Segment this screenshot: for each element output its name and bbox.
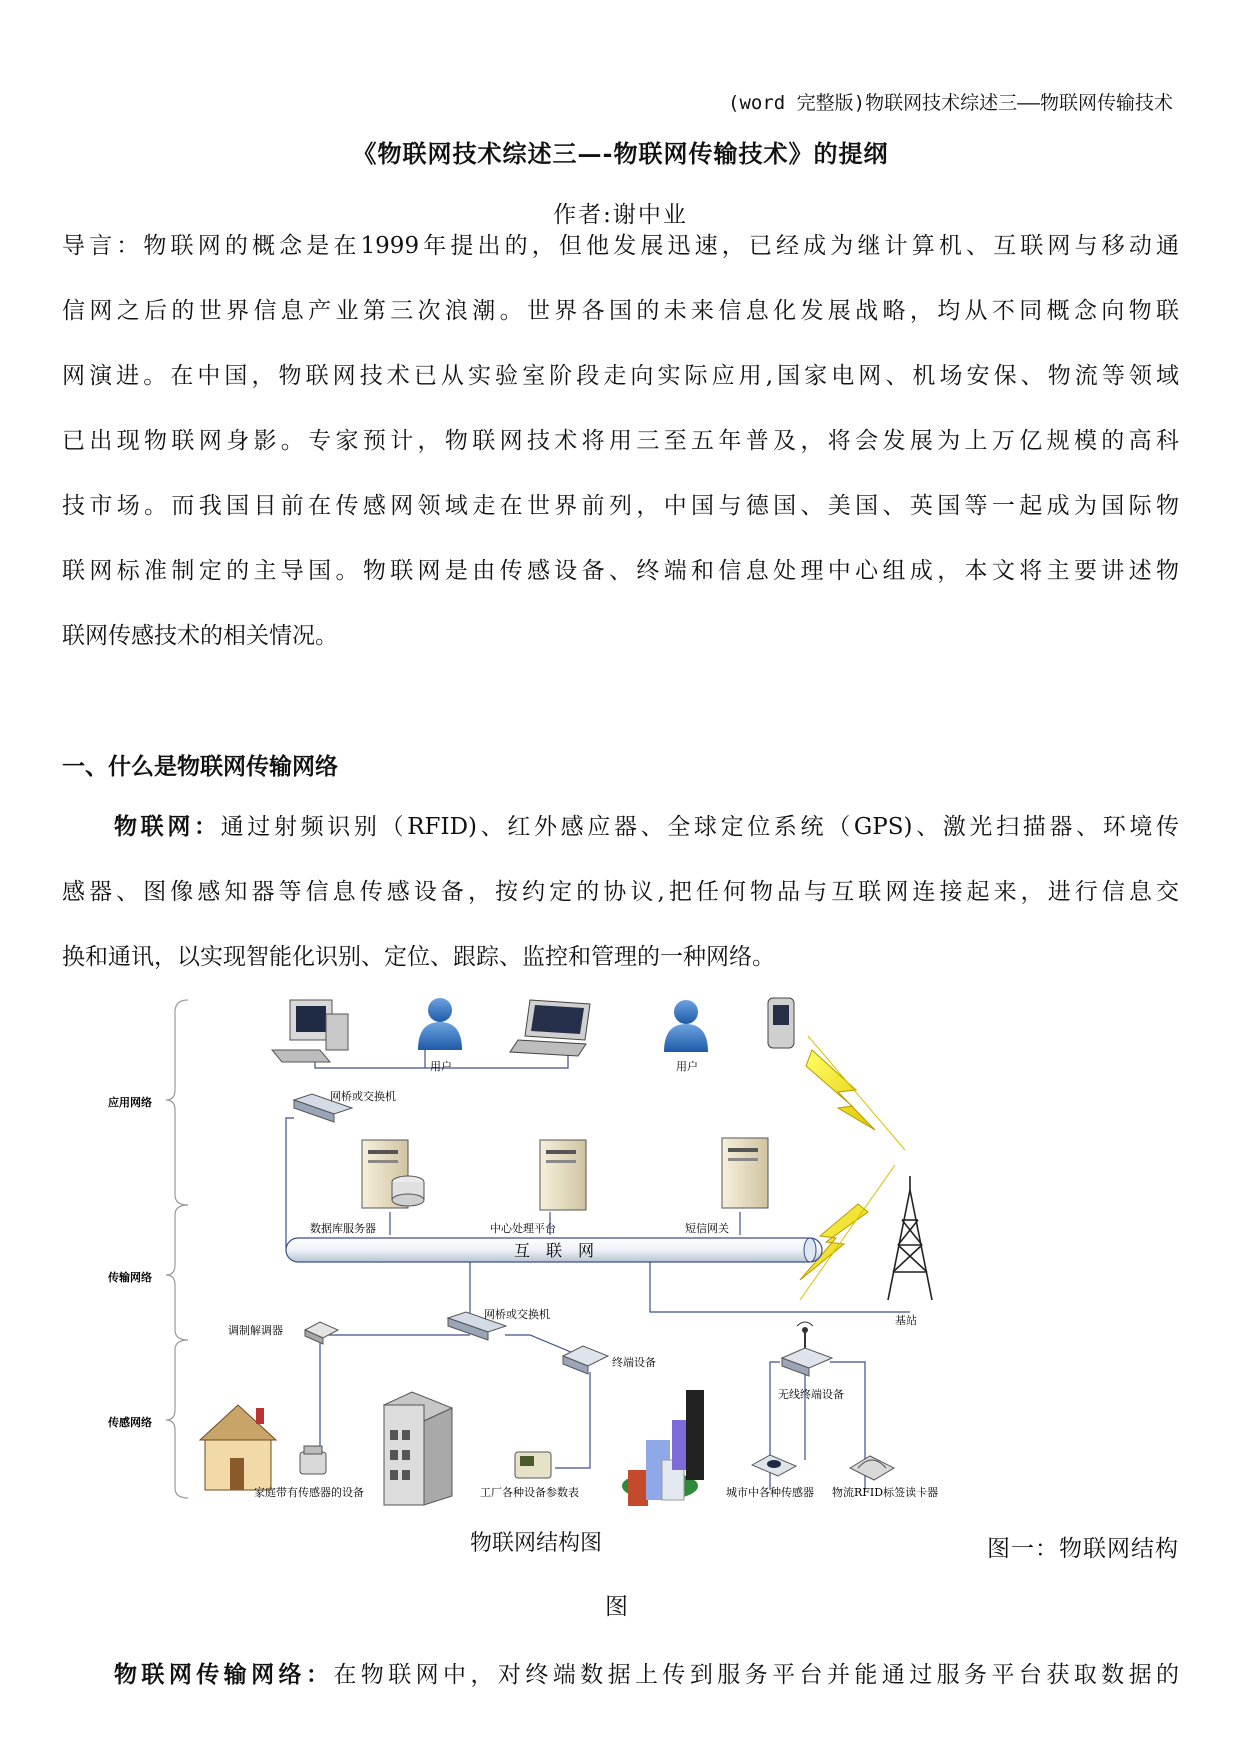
rfid-reader-label: 物流RFID标签读卡器 (832, 1486, 939, 1499)
transport-network-term: 物联网传输网络： (114, 1661, 334, 1688)
intro-line: 已出现物联网身影。专家预计，物联网技术将用三至五年普及，将会发展为上万亿规模的高科 (62, 428, 1179, 454)
factory-building-icon (384, 1392, 452, 1505)
house-icon (200, 1405, 276, 1490)
figure-caption-continued: 图 (605, 1594, 628, 1620)
center-platform-label: 中心处理平台 (490, 1222, 556, 1235)
user-icon (418, 998, 462, 1050)
modem-label: 调制解调器 (228, 1324, 283, 1337)
layer-brackets (166, 1000, 188, 1498)
wireless-terminal-label: 无线终端设备 (778, 1388, 844, 1401)
transport-network-line (62, 1642, 1179, 1708)
factory-meter-icon (515, 1452, 551, 1478)
iot-definition-paragraph (62, 794, 1179, 990)
terminal-label: 终端设备 (612, 1356, 656, 1369)
running-header: (word 完整版)物联网技术综述三——物联网传输技术 (728, 92, 1173, 114)
iot-definition-line: 感器、图像感知器等信息传感设备，按约定的协议,把任何物品与互联网连接起来，进行信息交 (62, 879, 1179, 905)
city-sensor-icon (752, 1455, 796, 1476)
desktop-computer-icon (272, 1000, 348, 1062)
switch-label: 网桥或交换机 (484, 1308, 550, 1321)
figure-caption: 图一：物联网结构 (987, 1536, 1179, 1562)
wireless-signal-icon (806, 1050, 875, 1130)
city-sensor-label: 城市中各种传感器 (726, 1486, 814, 1499)
iot-definition-text: 通过射频识别（RFID)、红外感应器、全球定位系统（GPS)、激光扫描器、环境传 (220, 814, 1180, 840)
laptop-icon (510, 1000, 590, 1056)
transport-network-paragraph (62, 1642, 1179, 1708)
iot-definition-line: 换和通讯，以实现智能化识别、定位、跟踪、监控和管理的一种网络。 (62, 944, 775, 970)
wireless-terminal-icon (782, 1322, 832, 1376)
intro-line: 联网传感技术的相关情况。 (62, 623, 338, 649)
intro-paragraph (62, 214, 1179, 669)
intro-line: 技市场。而我国目前在传感网领域走在世界前列，中国与德国、美国、英国等一起成为国际物 (62, 493, 1179, 519)
section-heading: 一、什么是物联网传输网络 (62, 753, 338, 780)
sms-gateway-server-icon (722, 1138, 768, 1208)
rfid-reader-icon (850, 1456, 894, 1480)
modem-icon (305, 1322, 338, 1344)
home-device-label: 家庭带有传感器的设备 (254, 1486, 364, 1499)
internet-label: 互 联 网 (514, 1241, 595, 1260)
db-server-label: 数据库服务器 (310, 1222, 376, 1235)
document-title: 《物联网技术综述三—-物联网传输技术》的提纲 (352, 139, 889, 168)
city-buildings-icon (622, 1390, 704, 1506)
intro-line: 网演进。在中国，物联网技术已从实验室阶段走向实际应用,国家电网、机场安保、物流等领域 (62, 363, 1179, 389)
sms-gateway-label: 短信网关 (685, 1222, 729, 1235)
iot-term: 物联网： (114, 813, 221, 840)
connection-lines (286, 1045, 910, 1490)
layer-label-application: 应用网络 (108, 1096, 152, 1109)
user-label: 用户 (676, 1060, 698, 1073)
user-label: 用户 (430, 1060, 452, 1073)
iot-definition-line (62, 794, 1179, 860)
author-line: 作者:谢中业 (553, 202, 688, 228)
terminal-device-icon (563, 1346, 608, 1374)
intro-line: 信网之后的世界信息产业第三次浪潮。世界各国的未来信息化发展战略，均从不同概念向物联 (62, 298, 1179, 324)
base-station-label: 基站 (895, 1314, 917, 1327)
home-sensor-device-icon (300, 1446, 326, 1474)
figure-image-caption: 物联网结构图 (470, 1531, 603, 1556)
iot-structure-diagram (0, 990, 1241, 1550)
intro-line: 导言：物联网的概念是在1999年提出的，但他发展迅速，已经成为继计算机、互联网与移动通 (62, 233, 1179, 259)
switch-label: 网桥或交换机 (330, 1090, 396, 1103)
mobile-phone-icon (768, 998, 794, 1048)
intro-line: 联网标准制定的主导国。物联网是由传感设备、终端和信息处理中心组成，本文将主要讲述物 (62, 558, 1179, 584)
transport-network-text: 在物联网中，对终端数据上传到服务平台并能通过服务平台获取数据的 (333, 1662, 1180, 1688)
user-icon (664, 1000, 708, 1052)
layer-label-sensing: 传感网络 (108, 1416, 152, 1429)
base-station-tower-icon (888, 1176, 932, 1300)
database-server-icon (362, 1140, 424, 1208)
layer-label-transport: 传输网络 (108, 1271, 152, 1284)
factory-meter-label: 工厂各种设备参数表 (480, 1486, 579, 1499)
central-processing-server-icon (540, 1140, 586, 1210)
